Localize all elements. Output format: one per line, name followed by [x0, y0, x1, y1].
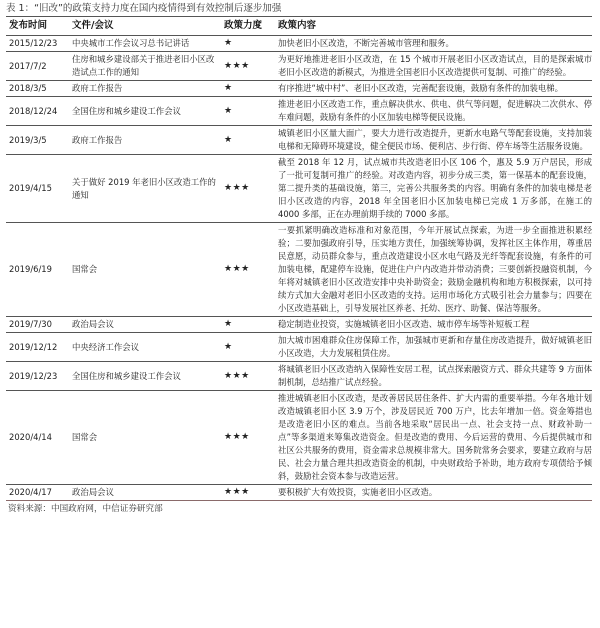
row-date: 2020/4/14: [6, 391, 69, 485]
table-row: [6, 317, 592, 333]
row-document: 全国住房和城乡建设工作会议: [69, 362, 221, 391]
row-document: 全国住房和城乡建设工作会议: [69, 97, 221, 126]
table-header-row: [6, 17, 592, 36]
table-row: [6, 485, 592, 501]
row-content: 推进老旧小区改造工作，重点解决供水、供电、供气等问题，促进解决二次供水、停车难问题，鼓励有条件的小区加装电梯等便民设施。: [275, 97, 592, 126]
row-content: 为更好地推进老旧小区改造，在 15 个城市开展老旧小区改造试点，目的是探索城市老旧小区改造的新模式，为推进全国老旧小区改造提供可复制、可推广的经验。: [275, 52, 592, 81]
row-strength-stars: ★★★: [221, 52, 275, 81]
row-strength-stars: ★★★: [221, 391, 275, 485]
row-date: 2015/12/23: [6, 36, 69, 52]
policy-table: [6, 16, 592, 501]
row-document: 中央城市工作会议习总书记讲话: [69, 36, 221, 52]
row-date: 2018/3/5: [6, 81, 69, 97]
row-content: 推进城镇老旧小区改造，是改善居民居住条件、扩大内需的重要举措。今年各地计划改造城镇老旧小区 3.9 万个，涉及居民近 700 万户，比去年增加一倍。资金筹措也是改造老旧小区的难点。当前各地采取“居民出一点、社会支持一点、财政补助一点”等多渠道来筹集改造资金。但是改造的费用、今后运营的费用、今后提供城市和社区公共服务的费用，资金需求总规模非常大。国务院常务会要求，要建立政府与居民、社会力量合理共担改造资金的机制，中央财政给予补助，地方政府专项债给予倾斜，鼓励社会资本参与改造运营。: [275, 391, 592, 485]
table-row: [6, 52, 592, 81]
row-date: 2017/7/2: [6, 52, 69, 81]
row-strength-stars: ★★★: [221, 155, 275, 223]
table-row: [6, 333, 592, 362]
row-content: 稳定制造业投资，实施城镇老旧小区改造、城市停车场等补短板工程: [275, 317, 592, 333]
row-strength-stars: ★: [221, 333, 275, 362]
table-row: [6, 223, 592, 317]
row-document: 国常会: [69, 223, 221, 317]
row-document: 国常会: [69, 391, 221, 485]
row-date: 2019/3/5: [6, 126, 69, 155]
row-strength-stars: ★: [221, 126, 275, 155]
source-note: 资料来源：中国政府网，中信证券研究部: [8, 504, 163, 514]
row-date: 2019/12/23: [6, 362, 69, 391]
row-document: 住房和城乡建设部关于推进老旧小区改造试点工作的通知: [69, 52, 221, 81]
table-row: [6, 155, 592, 223]
row-document: 政治局会议: [69, 317, 221, 333]
row-content: 要积极扩大有效投资，实施老旧小区改造。: [275, 485, 592, 501]
row-document: 政府工作报告: [69, 126, 221, 155]
header-date: 发布时间: [6, 17, 69, 36]
row-date: 2020/4/17: [6, 485, 69, 501]
header-content: 政策内容: [275, 17, 592, 36]
row-document: 政府工作报告: [69, 81, 221, 97]
row-content: 截至 2018 年 12 月，试点城市共改造老旧小区 106 个，惠及 5.9 万户居民，形成了一批可复制可推广的经验。对改造内容，初步分成三类，第一保基本的配套设施，第二提升类的基础设施，第三，完善公共服务类的内容。明确有条件的加装电梯是老旧小区改造的内容，2018 年全国老旧小区加装电梯已完成 1 万多部，在施工的 4000 多部，正在办理前期手续的 7000 多部。: [275, 155, 592, 223]
row-date: 2019/7/30: [6, 317, 69, 333]
policy-table-figure: [6, 0, 596, 516]
table-row: [6, 362, 592, 391]
header-strength: 政策力度: [221, 17, 275, 36]
row-document: 中央经济工作会议: [69, 333, 221, 362]
table-row: [6, 36, 592, 52]
table-caption: 表 1：“旧改”的政策支持力度在国内疫情得到有效控制后逐步加强: [6, 3, 282, 14]
table-row: [6, 97, 592, 126]
row-content: 城镇老旧小区量大面广，要大力进行改造提升，更新水电路气等配套设施，支持加装电梯和无障碍环境建设，健全便民市场、便利店、步行街、停车场等生活服务设施。: [275, 126, 592, 155]
row-content: 一要抓紧明确改造标准和对象范围，今年开展试点探索，为进一步全面推进积累经验；二要加强政府引导，压实地方责任，加强统筹协调，发挥社区主体作用，尊重居民意愿，动员群众参与，重点改造建设小区水电气路及光纤等配套设施，有条件的可加装电梯，配建停车设施，促进住户户内改造并带动消费；三要创新投融资机制，今年将对城镇老旧小区改造安排中央补助资金；鼓励金融机构和地方积极探索，以可持续方式加大金融对老旧小区改造的支持。运用市场化方式吸引社会力量参与；四要在小区改造基础上，引导发展社区养老、托幼、医疗、助餐、保洁等服务。: [275, 223, 592, 317]
row-content: 加快老旧小区改造，不断完善城市管理和服务。: [275, 36, 592, 52]
table-row: [6, 391, 592, 485]
row-strength-stars: ★: [221, 36, 275, 52]
row-date: 2019/4/15: [6, 155, 69, 223]
row-strength-stars: ★: [221, 97, 275, 126]
row-content: 有序推进“城中村”、老旧小区改造，完善配套设施，鼓励有条件的加装电梯。: [275, 81, 592, 97]
row-date: 2018/12/24: [6, 97, 69, 126]
row-date: 2019/12/12: [6, 333, 69, 362]
table-row: [6, 81, 592, 97]
row-date: 2019/6/19: [6, 223, 69, 317]
header-document: 文件/会议: [69, 17, 221, 36]
row-strength-stars: ★★★: [221, 223, 275, 317]
row-content: 加大城市困难群众住房保障工作，加强城市更新和存量住房改造提升，做好城镇老旧小区改造，大力发展租赁住房。: [275, 333, 592, 362]
row-content: 将城镇老旧小区改造纳入保障性安居工程，试点探索融资方式、群众共建等 9 方面体制机制，总结推广试点经验。: [275, 362, 592, 391]
row-strength-stars: ★: [221, 317, 275, 333]
row-strength-stars: ★★★: [221, 362, 275, 391]
table-row: [6, 126, 592, 155]
row-strength-stars: ★★★: [221, 485, 275, 501]
row-document: 政治局会议: [69, 485, 221, 501]
row-strength-stars: ★: [221, 81, 275, 97]
row-document: 关于做好 2019 年老旧小区改造工作的通知: [69, 155, 221, 223]
